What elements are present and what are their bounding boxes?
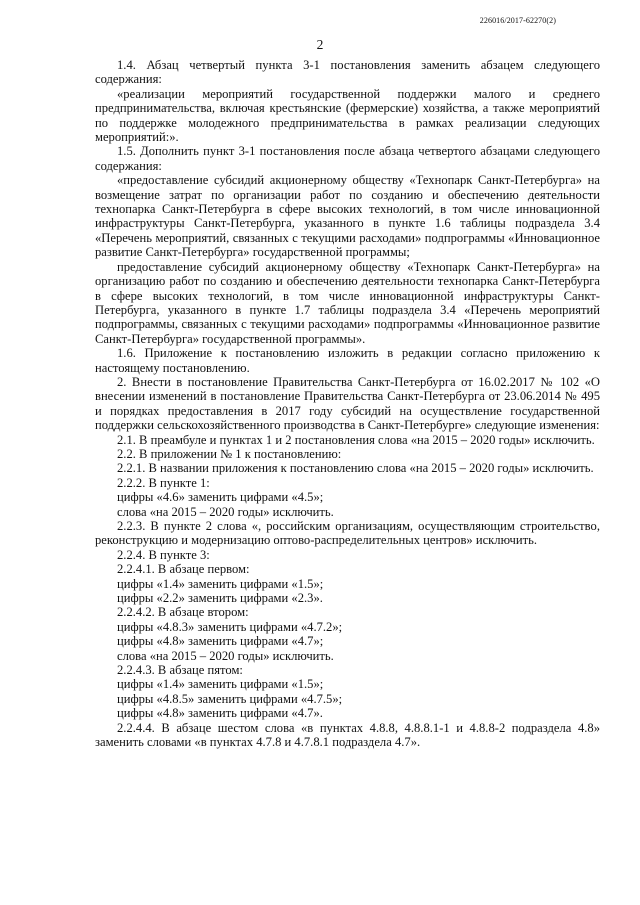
- paragraph-1-5: 1.5. Дополнить пункт 3-1 постановления после абзаца четвертого абзацами следующего содержания:: [95, 144, 600, 173]
- paragraph-2-2-4-1-b: цифры «2.2» заменить цифрами «2.3».: [117, 591, 323, 606]
- paragraph-2-2-2: 2.2.2. В пункте 1:: [117, 475, 210, 490]
- paragraph-2-2-3: 2.2.3. В пункте 2 слова «, российским организациям, осуществляющим строительство, реконструкцию и модернизацию оптово-распределительных центров» исключить.: [95, 519, 600, 548]
- paragraph-2-2-4-3-b: цифры «4.8.5» заменить цифрами «4.7.5»;: [117, 691, 343, 706]
- paragraph-2-1: 2.1. В преамбуле и пунктах 1 и 2 постановления слова «на 2015 – 2020 годы» исключить.: [117, 432, 595, 447]
- paragraph-2-2-4-1: 2.2.4.1. В абзаце первом:: [117, 562, 250, 577]
- paragraph-2: 2. Внести в постановление Правительства Санкт-Петербурга от 16.02.2017 № 102 «О внесении изменений в постановление Правительства Санкт-Петербурга от 23.06.2014 № 495 и порядках предоставления в 2017 году субсидий на осуществление государственной поддержки сельскохозяйственного производства в Санкт-Петербурге» следующие изменения:: [95, 374, 600, 433]
- paragraph-1-6: 1.6. Приложение к постановлению изложить в редакции согласно приложению к настоящему постановлению.: [95, 346, 600, 375]
- paragraph-2-2-4-3-a: цифры «1.4» заменить цифрами «1.5»;: [117, 677, 324, 692]
- paragraph-1-4-quote: «реализации мероприятий государственной поддержки малого и среднего предпринимательства, включая крестьянские (фермерские) хозяйства, а также мероприятий по поддержке молодежного предпринимательства в рамках реализации следующих мероприятий:».: [95, 86, 600, 145]
- paragraph-2-2-4-3-c: цифры «4.8» заменить цифрами «4.7».: [117, 706, 323, 721]
- paragraph-2-2-2-digits: цифры «4.6» заменить цифрами «4.5»;: [117, 490, 324, 505]
- paragraph-2-2-4-3: 2.2.4.3. В абзаце пятом:: [117, 663, 243, 678]
- paragraph-2-2-1: 2.2.1. В названии приложения к постановлению слова «на 2015 – 2020 годы» исключить.: [117, 461, 594, 476]
- paragraph-2-2-2-words: слова «на 2015 – 2020 годы» исключить.: [117, 504, 334, 519]
- paragraph-1-5-quote-b: предоставление субсидий акционерному обществу «Технопарк Санкт-Петербурга» на организацию работ по созданию и обеспечению деятельности технопарка Санкт-Петербурга в сфере высоких технологий, в том числе инновационной инфраструктуры Санкт-Петербурга, указанного в пункте 1.7 таблицы подраздела 3.4 «Перечень мероприятий подпрограммы, связанных с текущими расходами» подпрограммы «Инновационное развитие Санкт-Петербурга» государственной программы».: [95, 259, 600, 346]
- paragraph-2-2: 2.2. В приложении № 1 к постановлению:: [117, 446, 342, 461]
- paragraph-2-2-4: 2.2.4. В пункте 3:: [117, 547, 210, 562]
- paragraph-2-2-4-2-a: цифры «4.8.3» заменить цифрами «4.7.2»;: [117, 619, 343, 634]
- paragraph-2-2-4-2-b: цифры «4.8» заменить цифрами «4.7»;: [117, 634, 324, 649]
- paragraph-2-2-4-1-a: цифры «1.4» заменить цифрами «1.5»;: [117, 576, 324, 591]
- document-registration-number: 226016/2017-62270(2): [479, 16, 556, 25]
- paragraph-2-2-4-4: 2.2.4.4. В абзаце шестом слова «в пунктах 4.8.8, 4.8.8.1-1 и 4.8.8-2 подраздела 4.8» заменить словами «в пунктах 4.7.8 и 4.7.8.1 подраздела 4.7».: [95, 720, 600, 750]
- paragraph-2-2-4-2-c: слова «на 2015 – 2020 годы» исключить.: [117, 648, 334, 663]
- paragraph-2-2-4-2: 2.2.4.2. В абзаце втором:: [117, 605, 249, 620]
- paragraph-1-4: 1.4. Абзац четвертый пункта 3-1 постановления заменить абзацем следующего содержания:: [95, 58, 600, 87]
- paragraph-1-5-quote-a: «предоставление субсидий акционерному обществу «Технопарк Санкт-Петербурга» на возмещение затрат по организации работ по созданию и обеспечению деятельности технопарка Санкт-Петербурга в сфере высоких технологий, в том числе инновационной инфраструктуры Санкт-Петербурга, указанного в пункте 1.6 таблицы подраздела 3.4 «Перечень мероприятий, связанных с текущими расходами» подпрограммы «Инновационное развитие Санкт-Петербурга» государственной программы;: [95, 173, 600, 260]
- document-body: [95, 58, 600, 750]
- page-number: 2: [316, 37, 324, 52]
